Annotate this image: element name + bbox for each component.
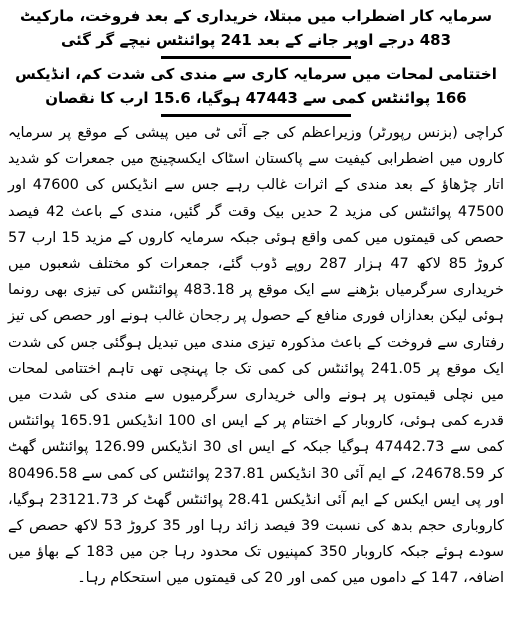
article-body: کراچی (بزنس رپورٹر) وزیراعظم کی جے آئی ٹی میں پیشی کے موقع پر سرمایہ کاروں میں اضطرابی کیفیت سے پاکستان اسٹاک ایکسچینج میں جمعرات کو شدید اتار چڑھاؤ کے بعد مندی کے اثرات غالب رہے جس سے انڈیکس کی 47600 اور 47500 پوائنٹس کی مزید 2 حدیں بیک وقت گر گئیں، مندی کے باعث 42 فیصد حصص کی قیمتوں میں کمی واقع ہوئی جبکہ سرمایہ کاروں کے مزید 15 ارب 57 کروڑ 85 لاکھ 47 ہزار 287 روپے ڈوب گئے، جمعرات کو مختلف شعبوں میں خریداری سرگرمیاں بڑھنے سے ایک موقع پر 483.18 پوائنٹس کی تیزی بھی رونما ہوئی لیکن بعدازاں فوری منافع کے حصول پر رجحان غالب ہونے اور حصص کی تیز رفتاری سے فروخت کے باعث مذکورہ تیزی مندی میں تبدیل ہوگئی جس کی شدت ایک موقع پر 241.05 پوائنٹس کی کمی تک جا پہنچی تھی تاہم اختتامی لمحات میں نچلی قیمتوں پر ہونے والی خریداری سرگرمیوں سے مندی کی شدت میں قدرے کمی ہوئی، کاروبار کے اختتام پر کے ایس ای 100 انڈیکس 165.91 پوائنٹس کمی سے 47442.73 ہوگیا جبکہ کے ایس ای 30 انڈیکس 126.99 پوائنٹس گھٹ کر 24678.59، کے ایم آئی 30 انڈیکس 237.81 پوائنٹس کی کمی سے 80496.58 اور پی ایس ایکس کے ایم آئی انڈیکس 28.41 پوائنٹس گھٹ کر 23121.73 ہوگیا، کاروباری حجم بدھ کی نسبت 39 فیصد زائد رہا اور 35 کروڑ 53 لاکھ حصص کے سودے ہوئے جبکہ کاروبار 350 کمپنیوں تک محدود رہا جن میں 183 کے بھاؤ میں اضافہ، 147 کے داموں میں کمی اور 20 کی قیمتوں میں استحکام رہا۔: [8, 125, 504, 587]
headline-divider-top: [161, 56, 351, 59]
headline-secondary: اختتامی لمحات میں سرمایہ کاری سے مندی کی شدت کم، انڈیکس 166 پوائنٹس کمی سے 47443 ہوگیا، 15.6 ارب کا نقصان: [15, 65, 497, 107]
headline-primary: سرمایہ کار اضطراب میں مبتلا، خریداری کے بعد فروخت، مارکیٹ 483 درجے اوپر جانے کے بعد 241 پوائنٹس نیچے گر گئی: [19, 7, 493, 49]
headline-divider-bottom: [161, 114, 351, 117]
